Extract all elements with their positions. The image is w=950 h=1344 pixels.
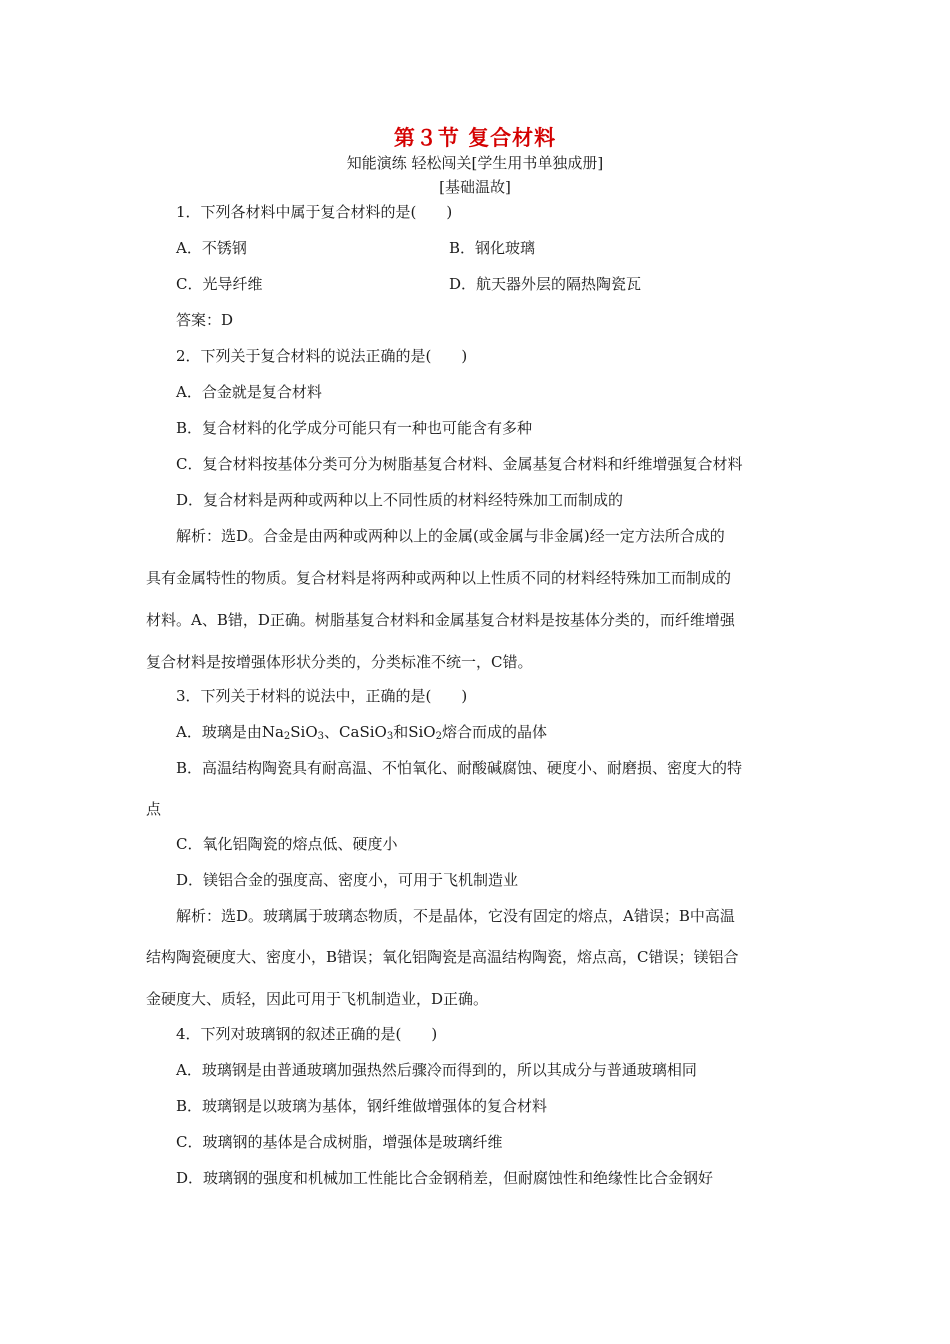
q2-stem: 2．下列关于复合材料的说法正确的是( ) <box>176 347 468 365</box>
section-heading: [基础温故] <box>439 178 511 196</box>
q3-option-a-text: SiO <box>290 723 318 741</box>
subscript: 3 <box>386 731 394 742</box>
q3-option-a-text: A．玻璃是由Na <box>176 723 284 741</box>
q4-option-d: D．玻璃钢的强度和机械加工性能比合金钢稍差，但耐腐蚀性和绝缘性比合金钢好 <box>176 1169 714 1187</box>
subscript: 2 <box>283 731 291 742</box>
q1-option-c: C．光导纤维 <box>176 275 263 293</box>
q2-analysis-line: 解析：选D。合金是由两种或两种以上的金属(或金属与非金属)经一定方法所合成的 <box>176 527 725 545</box>
q2-analysis-line: 具有金属特性的物质。复合材料是将两种或两种以上性质不同的材料经特殊加工而制成的 <box>146 569 732 587</box>
page-subtitle: 知能演练 轻松闯关[学生用书单独成册] <box>346 154 604 172</box>
q1-option-a: A．不锈钢 <box>176 239 247 257</box>
q3-option-c: C．氧化铝陶瓷的熔点低、硬度小 <box>176 835 398 853</box>
q3-option-d: D．镁铝合金的强度高、密度小，可用于飞机制造业 <box>176 871 519 889</box>
q3-analysis-line: 结构陶瓷硬度大、密度小，B错误；氧化铝陶瓷是高温结构陶瓷，熔点高，C错误；镁铝合 <box>146 948 739 966</box>
q4-option-c: C．玻璃钢的基体是合成树脂，增强体是玻璃纤维 <box>176 1133 503 1151</box>
q1-answer: 答案：D <box>176 311 234 329</box>
q2-option-b: B．复合材料的化学成分可能只有一种也可能含有多种 <box>176 419 533 437</box>
q3-option-b: B．高温结构陶瓷具有耐高温、不怕氧化、耐酸碱腐蚀、硬度小、耐磨损、密度大的特 <box>176 759 743 777</box>
q3-analysis-line: 金硬度大、质轻，因此可用于飞机制造业，D正确。 <box>146 990 489 1008</box>
q3-option-a <box>176 721 547 742</box>
q3-option-a-text: 和SiO <box>393 723 436 741</box>
q3-option-a-text: 、CaSiO <box>324 723 387 741</box>
q4-option-a: A．玻璃钢是由普通玻璃加强热然后骤冷而得到的，所以其成分与普通玻璃相同 <box>176 1061 697 1079</box>
q2-option-d: D．复合材料是两种或两种以上不同性质的材料经特殊加工而制成的 <box>176 491 624 509</box>
q1-option-b: B．钢化玻璃 <box>449 239 536 257</box>
q1-stem: 1．下列各材料中属于复合材料的是( ) <box>176 203 453 221</box>
q3-stem: 3．下列关于材料的说法中，正确的是( ) <box>176 687 468 705</box>
q2-analysis-line: 材料。A、B错，D正确。树脂基复合材料和金属基复合材料是按基体分类的，而纤维增强 <box>146 611 735 629</box>
q2-option-c: C．复合材料按基体分类可分为树脂基复合材料、金属基复合材料和纤维增强复合材料 <box>176 455 743 473</box>
subscript: 3 <box>317 731 325 742</box>
q2-option-a: A．合金就是复合材料 <box>176 383 322 401</box>
subscript: 2 <box>435 731 442 742</box>
q3-option-a-text: 熔合而成的晶体 <box>441 723 547 741</box>
q1-option-d: D．航天器外层的隔热陶瓷瓦 <box>449 275 642 293</box>
q4-stem: 4．下列对玻璃钢的叙述正确的是( ) <box>176 1025 438 1043</box>
q3-analysis-line: 解析：选D。玻璃属于玻璃态物质，不是晶体，它没有固定的熔点，A错误；B中高温 <box>176 907 735 925</box>
q3-option-b-cont: 点 <box>146 800 162 818</box>
q2-analysis-line: 复合材料是按增强体形状分类的，分类标准不统一，C错。 <box>146 653 533 671</box>
q4-option-b: B．玻璃钢是以玻璃为基体，钢纤维做增强体的复合材料 <box>176 1097 548 1115</box>
page-title: 第３节 复合材料 <box>393 125 557 150</box>
